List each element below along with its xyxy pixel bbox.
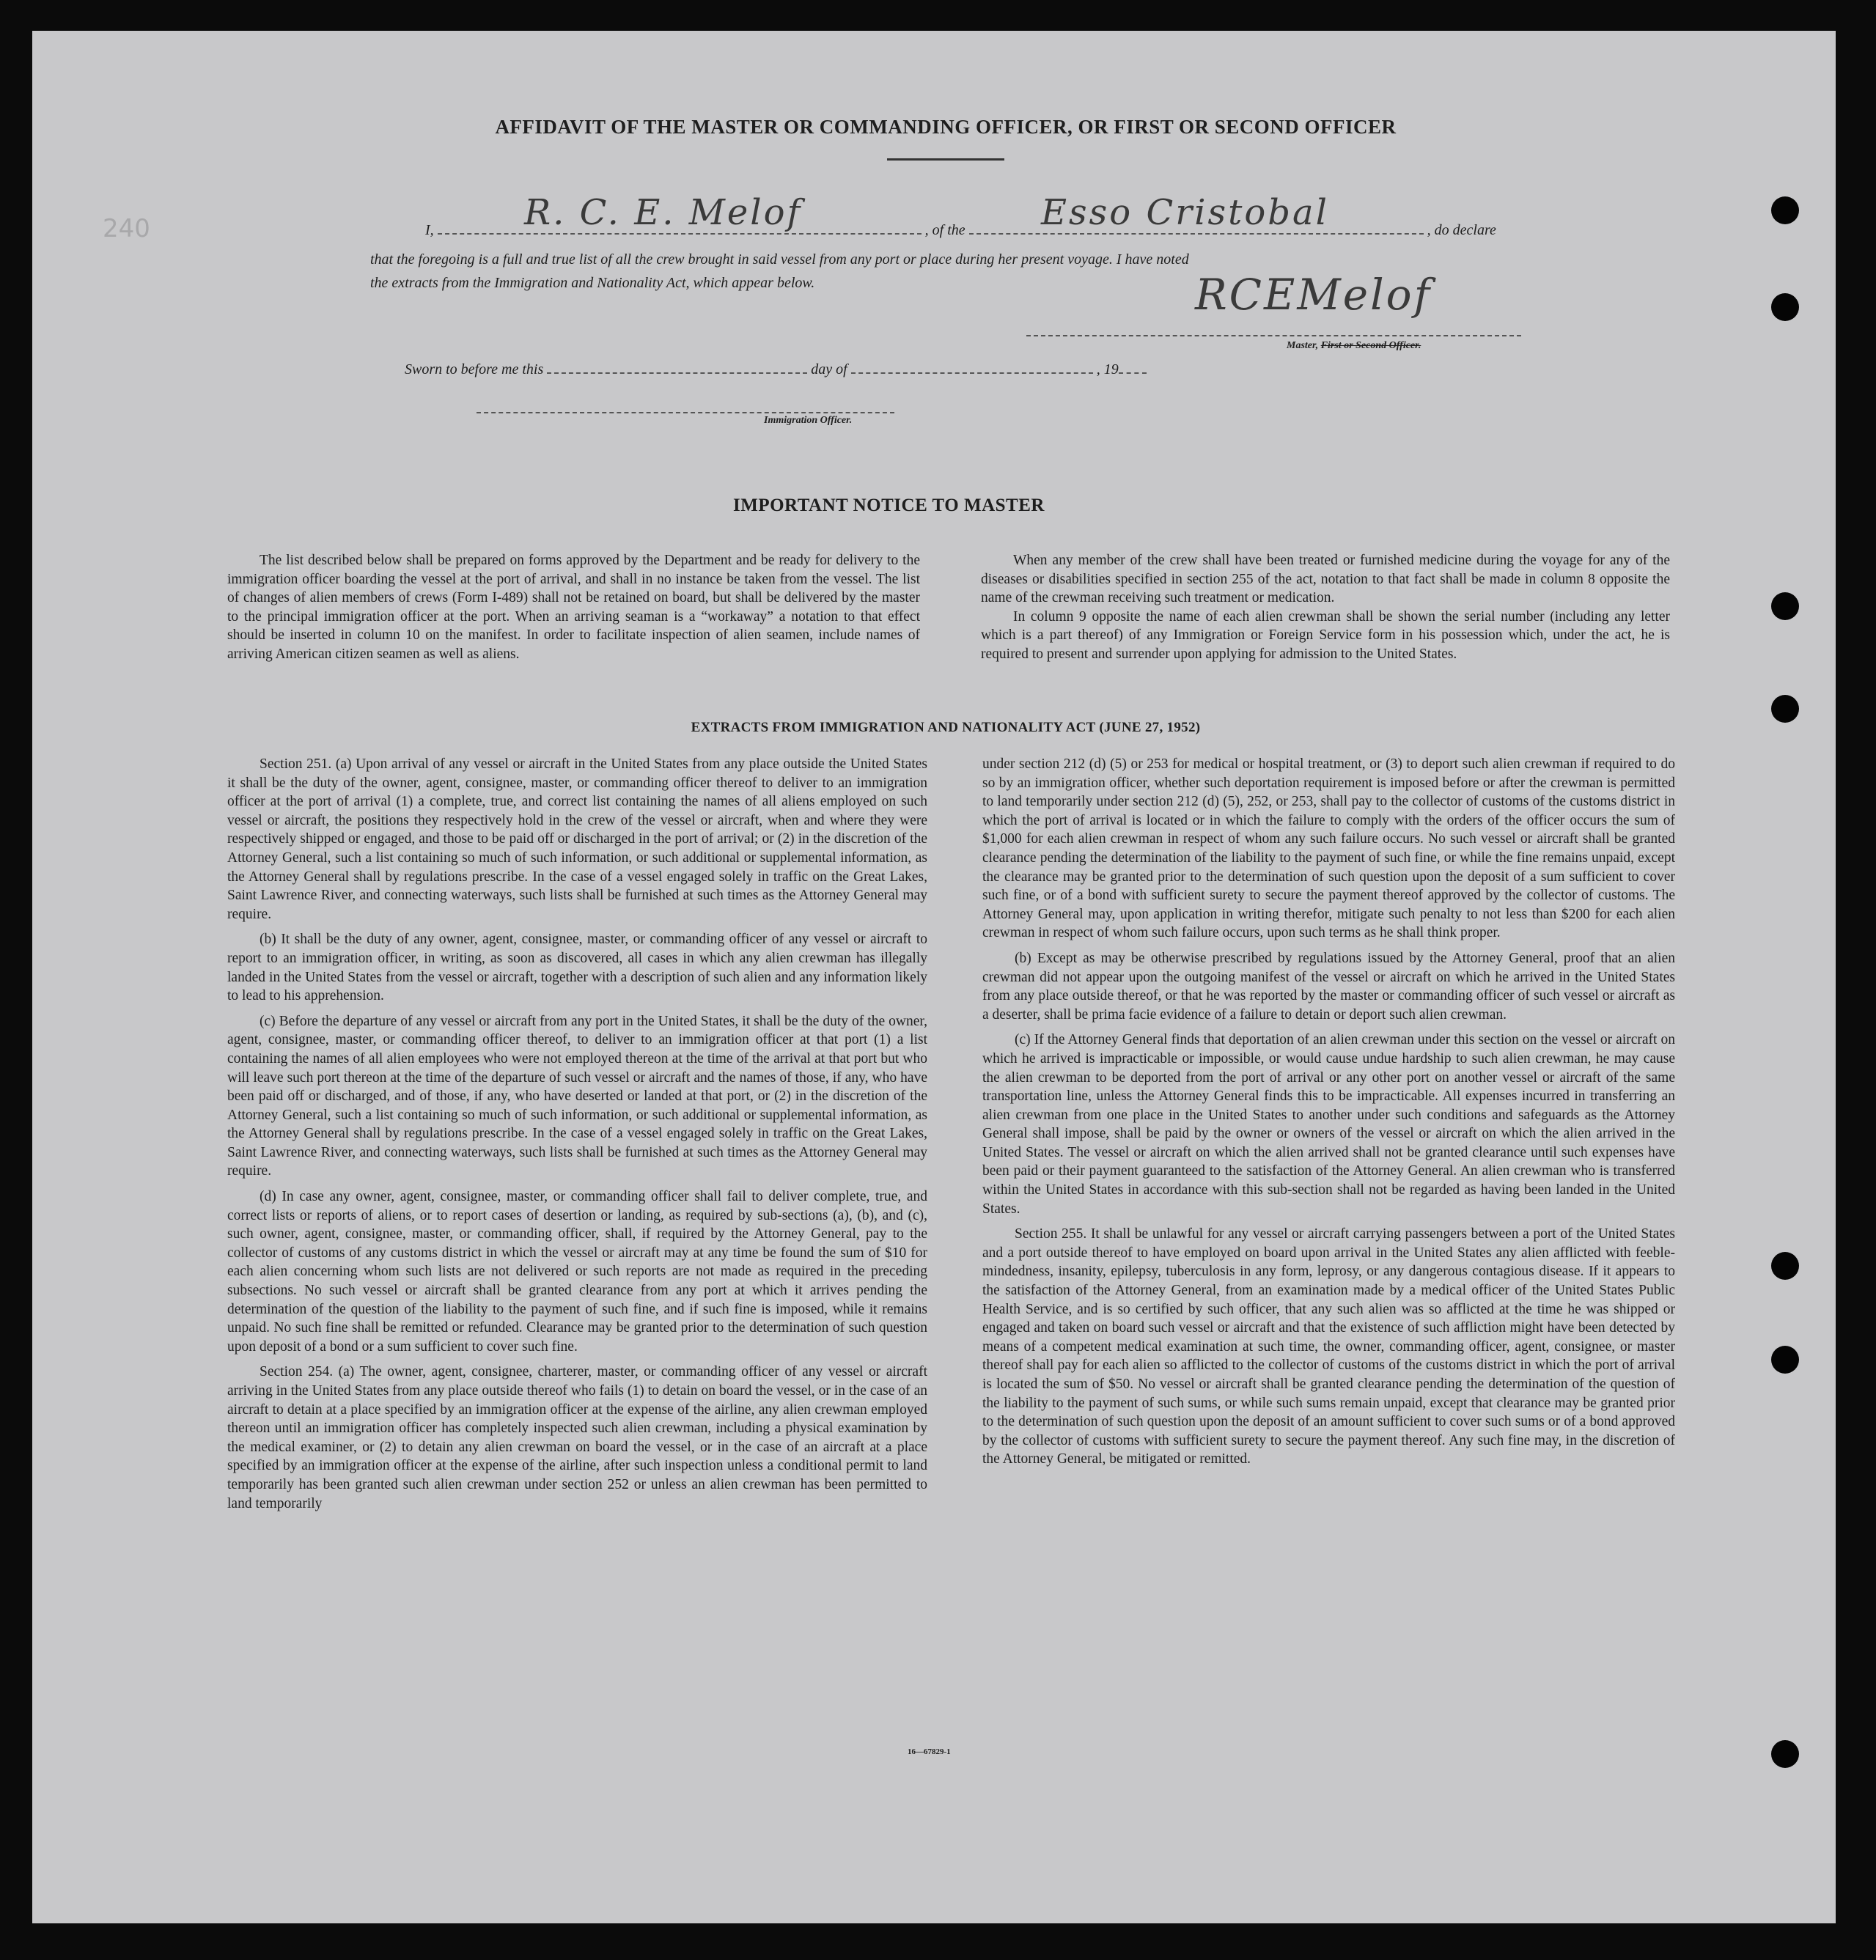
section-251-b: (b) It shall be the duty of any owner, agent, consignee, master, or commanding officer of any vessel or aircraft to report to an immigration officer, in writing, as soon as discovered, all cases in which any alien crewman has illegally landed in the United States from the vessel or aircraft, together with a description of such alien and any information likely to lead to his apprehension. (227, 932, 927, 1004)
notice-left-paragraph: The list described below shall be prepared on forms approved by the Department and be ready for delivery to the immigration officer boarding the vessel at the port of arrival, and shall in no instance be taken from the vessel. The list of changes of alien members of crews (Form I-489) shall not be retained on board, but shall be delivered by the master to the principal immigration officer at the port. When an arriving seaman is a “workaway” a notation to that effect should be inserted in column 10 on the manifest. In order to facilitate inspection of alien seamen, include names of arriving American citizen seamen as well as aliens. (227, 553, 920, 662)
section-255: Section 255. It shall be unlawful for any vessel or aircraft carrying passengers between a port of the United States and a port outside thereof to have employed on board upon arrival in the United States any alien afflicted with feeble-mindedness, insanity, epilepsy, tuberculosis in any form, leprosy, or any dangerous contagious disease. If it appears to the satisfaction of the Attorney General, from an examination made by a medical officer of the United States Public Health Service, and is so certified by such officer, that any such alien was so afflicted at the time he was shipped or engaged and taken on board such vessel or aircraft and that the existence of such affliction might have been detected by means of a competent medical examination at such time, the owner, commanding officer, agent, consignee, or master thereof shall pay for each alien so afflicted to the collector of customs of the customs district in which the port of arrival is located the sum of $50. No vessel or aircraft shall be granted clearance pending the determination of the question of the liability to the payment of such sums, or while such sums remain unpaid, except that clearance may be granted prior to the determination of such question upon the deposit of an amount sufficient to cover such sums or of a bond approved by the collector of customs with sufficient surety to secure the payment thereof. Any such fine may, in the discretion of the Attorney General, be mitigated or remitted. (982, 1226, 1675, 1467)
punch-hole (1771, 293, 1799, 321)
notice-title: IMPORTANT NOTICE TO MASTER (733, 495, 1045, 515)
sworn-day-field (547, 361, 807, 374)
do-declare-label: , do declare (1427, 222, 1496, 238)
day-of-label: day of (811, 361, 847, 377)
margin-number: 240 (103, 214, 150, 243)
officer-label: Immigration Officer. (764, 415, 853, 426)
of-the-label: , of the (924, 222, 965, 238)
signature-caption (1287, 340, 1421, 352)
section-254-b: (b) Except as may be otherwise prescribed by regulations issued by the Attorney General, proof that an alien crewman did not appear upon the outgoing manifest of the vessel or aircraft on which he arrived in the United States from any place outside thereof, or that he was reported by the master or commanding officer of such vessel or aircraft as a deserter, shall be prima facie evidence of a failure to detain or deport such alien crewman. (982, 950, 1675, 1023)
section-254-a: Section 254. (a) The owner, agent, consignee, charterer, master, or commanding officer of any vessel or aircraft arriving in the United States from any place outside thereof who fails (1) to detain on board the vessel, or in the case of an aircraft to detain at a place specified by an immigration officer at the expense of the airline, any alien crewman employed thereon until an immigration officer has completely inspected such alien crewman, including a physical examination by the medical examiner, or (2) to detain any alien crewman on board the vessel, or in the case of an aircraft at a place specified by an immigration officer at the expense of the airline, after such inspection unless a conditional permit to land temporarily has been granted such alien crewman under section 252 or unless an alien crewman has been permitted to land temporarily (227, 1364, 927, 1511)
vessel-name-handwriting: Esso Cristobal (1041, 192, 1329, 233)
section-251-c: (c) Before the departure of any vessel or aircraft from any port in the United States, it shall be the duty of the owner, agent, consignee, master, or commanding officer thereof, to deliver to an immigration officer at that port (1) a list containing the names of all alien employees who were not employed thereon at the time of the arrival at that port but who will leave such port thereon at the time of the departure of such vessel or aircraft and the names of those, if any, who have been paid off or discharged, and of those, if any, who have deserted or landed at that port, or (2) in the discretion of the Attorney General, such a list containing so much of such information, or such additional or supplemental information, as the Attorney General shall by regulations prescribe. In the case of a vessel engaged solely in traffic on the Great Lakes, Saint Lawrence River, and connecting waterways, such lists shall be furnished at such times as the Attorney General may require. (227, 1013, 927, 1179)
extracts-right-column (982, 755, 1675, 1475)
punch-hole (1771, 1346, 1799, 1374)
notice-right-paragraph-1: When any member of the crew shall have been treated or furnished medicine during the voyage for any of the diseases or disabilities specified in section 255 of the act, notation to that fact shall be made in column 8 opposite the name of the crewman receiving such treatment or medication. (981, 553, 1670, 606)
declaration-line-2: the extracts from the Immigration and Nationality Act, which appear below. (370, 275, 815, 291)
year-label: , 19 (1096, 361, 1119, 377)
officer-signature-line (477, 412, 894, 413)
i-label: I, (425, 222, 434, 238)
punch-hole (1771, 1252, 1799, 1280)
title-rule (887, 158, 1004, 161)
section-251-d: (d) In case any owner, agent, consignee, master, or commanding officer shall fail to deliver complete, true, and correct lists or reports of aliens, or to report cases of desertion or landing, as required by sub-sections (a), (b), and (c), such owner, agent, consignee, master, or commanding officer, shall, if required by the Attorney General, pay to the collector of customs of any customs district in which the vessel or aircraft may at any time be found the sum of $10 for each alien concerning whom such lists are not delivered or such reports are not made as required in the preceding subsections. No such vessel or aircraft shall be granted clearance from any port at which it arrives pending the determination of the question of the liability to the payment of such fine, and if such fine is imposed, while it remains unpaid. No such fine shall be remitted or refunded. Clearance may be granted prior to the determination of such question upon deposit of a bond or a sum sufficient to cover such fine. (227, 1189, 927, 1355)
extracts-title: EXTRACTS FROM IMMIGRATION AND NATIONALITY ACT (JUNE 27, 1952) (691, 720, 1201, 735)
affidavit-title: AFFIDAVIT OF THE MASTER OR COMMANDING OFFICER, OR FIRST OR SECOND OFFICER (495, 116, 1397, 138)
notice-right-paragraph-2: In column 9 opposite the name of each alien crewman shall be shown the serial number (including any letter which is a part thereof) of any Immigration or Foreign Service form in his possession which, under the act, he is required to present and surrender upon applying for admission to the United States. (981, 608, 1670, 662)
sworn-month-field (851, 361, 1093, 374)
master-signature: RCEMelof (1195, 270, 1432, 320)
section-254-c: (c) If the Attorney General finds that deportation of an alien crewman under this section on the vessel or aircraft on which he arrived is impracticable or impossible, or would cause undue hardship to such alien crewman, he may cause the alien crewman to be deported from the port of arrival or any other port on another vessel or aircraft of the same transportation line, unless the Attorney General finds this to be impracticable. All expenses incurred in transferring an alien crewman from one place in the United States to another under such conditions and safeguards as the Attorney General shall impose, shall be paid by the owner or owners of the vessel or aircraft on which the alien arrived in the United States. The vessel or aircraft on which the alien arrived shall not be granted clearance until such expenses have been paid or their payment guaranteed to the satisfaction of the Attorney General. An alien crewman who is transferred within the United States in accordance with this sub-section shall not be regarded as having been landed in the United States. (982, 1032, 1675, 1217)
punch-hole (1771, 196, 1799, 224)
punch-hole (1771, 695, 1799, 723)
sworn-row (405, 361, 1147, 378)
form-number: 16—67829-1 (908, 1747, 951, 1756)
year-field (1119, 361, 1147, 374)
signature-line (1026, 335, 1521, 336)
master-name-handwriting: R. C. E. Melof (524, 192, 803, 233)
extracts-left-column (227, 755, 927, 1519)
section-254-a-continued: under section 212 (d) (5) or 253 for medical or hospital treatment, or (3) to deport such alien crewman if required to do so by an immigration officer, whether such deportation requirement is imposed before or after the crewman is permitted to land temporarily under section 212 (d) (5), 252, or 253, shall pay to the collector of customs of the customs district in which the port of arrival is located or in which the failure to comply with the orders of the officer occurs the sum of $1,000 for each alien crewman in respect of whom any such failure occurs. No such vessel or aircraft shall be granted clearance pending the determination of the liability to the payment of such fine, or while the fine remains unpaid, except the clearance may be granted prior to the determination of such question upon the deposit of a sum sufficient to cover such fine, or of a bond with sufficient surety to secure the payment thereof approved by the collector of customs. The Attorney General may, upon application in writing therefor, mitigate such penalty to not less than $200 for each alien crewman in respect of whom such failure occurs, upon such terms as he shall think proper. (982, 756, 1675, 941)
signature-caption-master: Master, (1287, 340, 1319, 351)
signature-caption-struck: First or Second Officer. (1320, 340, 1421, 351)
punch-hole (1771, 1740, 1799, 1768)
sworn-label: Sworn to before me this (405, 361, 544, 377)
declaration-line-1: that the foregoing is a full and true list of all the crew brought in said vessel from any port or place during her present voyage. I have noted (370, 251, 1189, 268)
punch-hole (1771, 592, 1799, 620)
notice-right-column (981, 551, 1670, 664)
section-251-a: Section 251. (a) Upon arrival of any vessel or aircraft in the United States from any place outside the United States it shall be the duty of the owner, agent, consignee, master, or commanding officer thereof to deliver to an immigration officer at the port of arrival (1) a complete, true, and correct list containing the names of all aliens employed on such vessel or aircraft, the positions they respectively hold in the crew of the vessel or aircraft, when and where they were respectively shipped or engaged, and those to be paid off or discharged in the port of arrival; or (2) in the discretion of the Attorney General, such a list containing so much of such information, or such additional or supplemental information, as the Attorney General shall by regulations prescribe. In the case of a vessel engaged solely in traffic on the Great Lakes, Saint Lawrence River, and connecting waterways, such lists shall be furnished at such times as the Attorney General may require. (227, 756, 927, 922)
notice-left-column (227, 551, 920, 664)
